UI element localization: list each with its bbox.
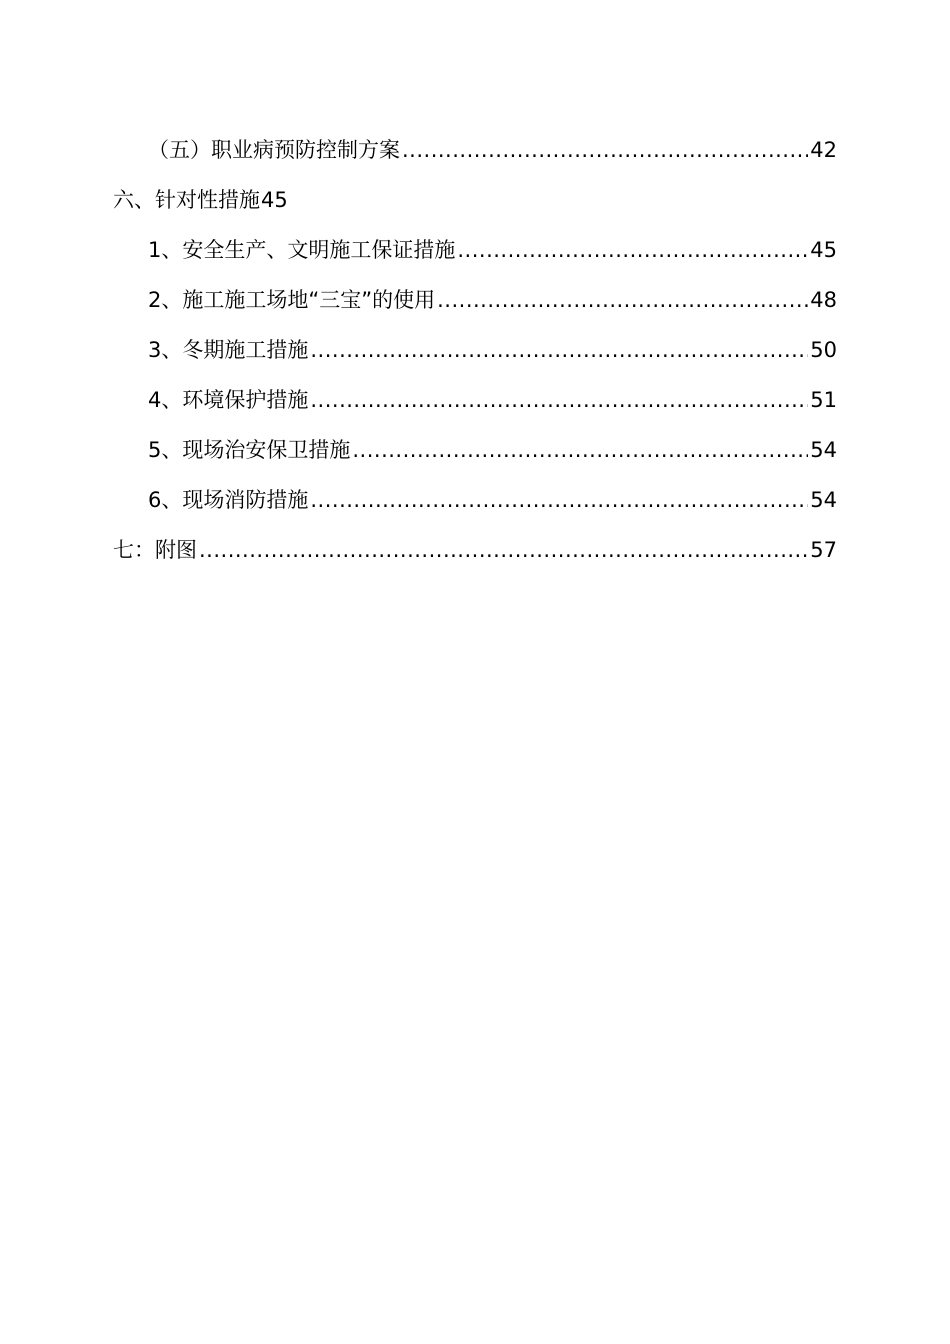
toc-entry[interactable] [148,485,837,515]
toc-leader-dots [310,335,808,365]
toc-leader-dots [310,485,808,515]
toc-entry-title: 1、安全生产、文明施工保证措施 [148,238,456,262]
toc-entry[interactable] [148,435,837,465]
toc-entry-page: 54 [810,438,837,462]
toc-entry-page: 45 [261,188,288,212]
toc-leader-dots [310,385,808,415]
toc-entry[interactable] [113,185,837,215]
toc-entry-title: 六、针对性措施 [113,188,260,212]
toc-entry-page: 42 [810,138,837,162]
toc-entry-title: 6、现场消防措施 [148,488,309,512]
toc-entry-title: 七：附图 [113,538,197,562]
toc-entry[interactable] [113,535,837,565]
toc-entry-page: 51 [810,388,837,412]
toc-entry[interactable] [148,335,837,365]
toc-entry-title: 3、冬期施工措施 [148,338,309,362]
toc-entry-page: 48 [810,288,837,312]
toc-leader-dots [402,135,808,165]
toc-leader-dots [437,285,808,315]
toc-entry-page: 57 [810,538,837,562]
toc-leader-dots [199,535,808,565]
toc-entry-title: 5、现场治安保卫措施 [148,438,351,462]
toc-entry-title: 2、施工施工场地“三宝”的使用 [148,288,436,312]
toc-entry[interactable] [148,285,837,315]
toc-leader-dots [352,435,808,465]
toc-entry-title: 4、环境保护措施 [148,388,309,412]
toc-entry[interactable] [148,135,837,165]
toc-entry-page: 50 [810,338,837,362]
toc-leader-dots [457,235,808,265]
toc-entry[interactable] [148,235,837,265]
toc-entry-title: （五）职业病预防控制方案 [148,138,400,162]
toc-entry-page: 54 [810,488,837,512]
toc-entry-page: 45 [810,238,837,262]
toc-entry[interactable] [148,385,837,415]
